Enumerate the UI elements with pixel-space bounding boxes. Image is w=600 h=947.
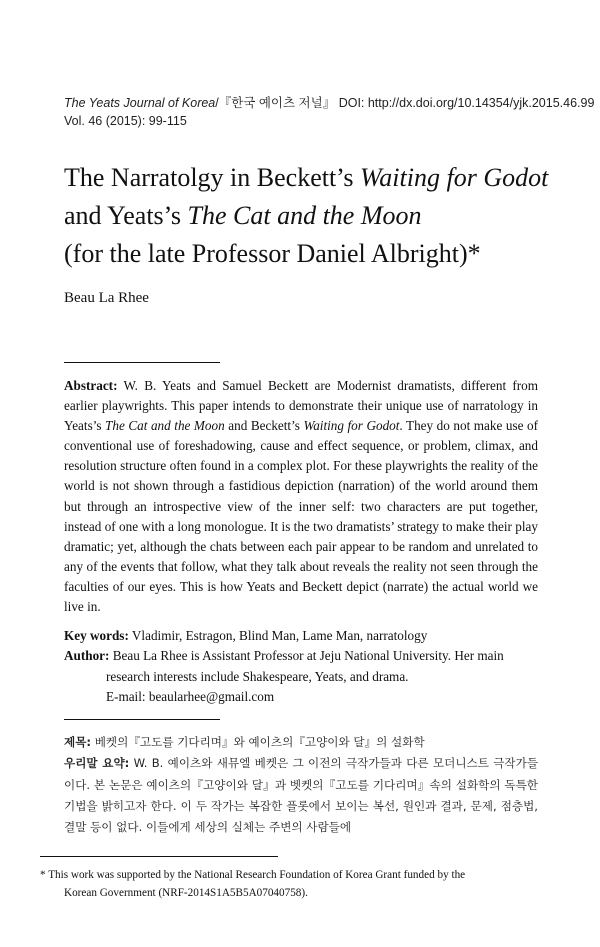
korean-summary-label: 우리말 요약: — [64, 756, 130, 771]
abstract-italic-1: The Cat and the Moon — [105, 418, 225, 434]
journal-korean-name: /『한국 예이츠 저널』 — [215, 96, 336, 110]
title-line-2-text: and Yeats’s — [64, 201, 188, 230]
author-note-line-2: research interests include Shakespeare, Yeats, and drama. — [106, 668, 409, 684]
doi-link[interactable]: DOI: http://dx.doi.org/10.14354/yjk.2015.46.99 — [335, 96, 595, 110]
volume-line: Vol. 46 (2015): 99-115 — [64, 114, 187, 128]
footnote-line-2: Korean Government (NRF-2014S1A5B5A07040758). — [64, 887, 308, 899]
footnote-line-1: * This work was supported by the National Research Foundation of Korea Grant funded by the — [40, 869, 466, 881]
title-line-2 — [64, 197, 564, 235]
korean-title-line — [64, 732, 538, 753]
journal-name: The Yeats Journal of Korea — [64, 96, 216, 110]
paper-title — [64, 159, 564, 273]
title-line-3: (for the late Professor Daniel Albright)* — [64, 239, 481, 268]
korean-summary-body: W. B. 예이츠와 새뮤엘 베켓은 그 이전의 극작가들과 다른 모더니스트 극작가들이다. 본 논문은 예이츠의『고양이와 달』과 벳켓의『고도를 기다리며』속의 설화학의 독특한 기법을 밝히고자 한다. 이 두 작가는 복잡한 플롯에서 보이는 복선, 원인과 결과, 문제, 점층법, 결말 등이 없다. 이들에게 세상의 실체는 주변의 사람들에 — [64, 756, 539, 835]
korean-divider — [64, 719, 220, 720]
korean-title-label: 제목: — [64, 735, 92, 749]
abstract-text-2: and Beckett’s — [224, 418, 304, 434]
korean-summary-text — [64, 753, 538, 838]
keywords-text: Vladimir, Estragon, Blind Man, Lame Man, narratology — [128, 628, 428, 643]
footnote-divider — [40, 856, 278, 857]
author-name: Beau La Rhee — [64, 290, 149, 306]
author-note — [64, 646, 538, 708]
keywords-label: Key words: — [64, 628, 129, 643]
abstract-text-3: . They do not make use of conventional use of foreshadowing, cause and effect sequence, or problem, climax, and resolution structure often found in a complex plot. For these playwrights the reality of the world is not shown through a fastidious depiction (narration) of the world around them but through an introspective view of the inner self: two characters are put together, instead of one with a long monologue. It is the two dramatists’ strategy to make their play dramatic; yet, although the chats between each pair appear to be random and unrelated to any of the events that follow, what they talk about reveals the reality not seen through the faculties of our eyes. This is how Yeats and Beckett depict (narrate) the actual world we live in. — [64, 418, 538, 615]
author-note-text-1: Beau La Rhee is Assistant Professor at Jeju National University. Her main — [109, 648, 504, 663]
author-note-line-1 — [64, 646, 538, 667]
korean-summary — [64, 732, 538, 838]
journal-citation-line — [64, 94, 595, 112]
keywords — [64, 626, 538, 646]
abstract — [64, 376, 538, 617]
korean-title-text: 베켓의『고도를 기다리며』와 예이츠의『고양이와 달』의 설화학 — [91, 735, 425, 749]
footnote — [40, 866, 552, 902]
journal-header — [64, 94, 595, 130]
abstract-text-1: W. B. Yeats and Samuel Beckett are Modernist dramatists, different from earlier playwrights. This paper intends to demonstrate their unique use of narratology in Yeats’s — [64, 378, 538, 434]
title-line-2-italic: The Cat and the Moon — [187, 201, 422, 230]
abstract-divider — [64, 362, 220, 363]
title-line-1 — [64, 159, 564, 197]
title-line-1-italic: Waiting for Godot — [360, 163, 549, 192]
abstract-label: Abstract: — [64, 378, 118, 393]
abstract-italic-2: Waiting for Godot — [303, 418, 400, 434]
title-line-1-text: The Narratolgy in Beckett’s — [64, 163, 361, 192]
author-email[interactable]: E-mail: beaularhee@gmail.com — [106, 689, 275, 704]
author-note-label: Author: — [64, 648, 110, 663]
